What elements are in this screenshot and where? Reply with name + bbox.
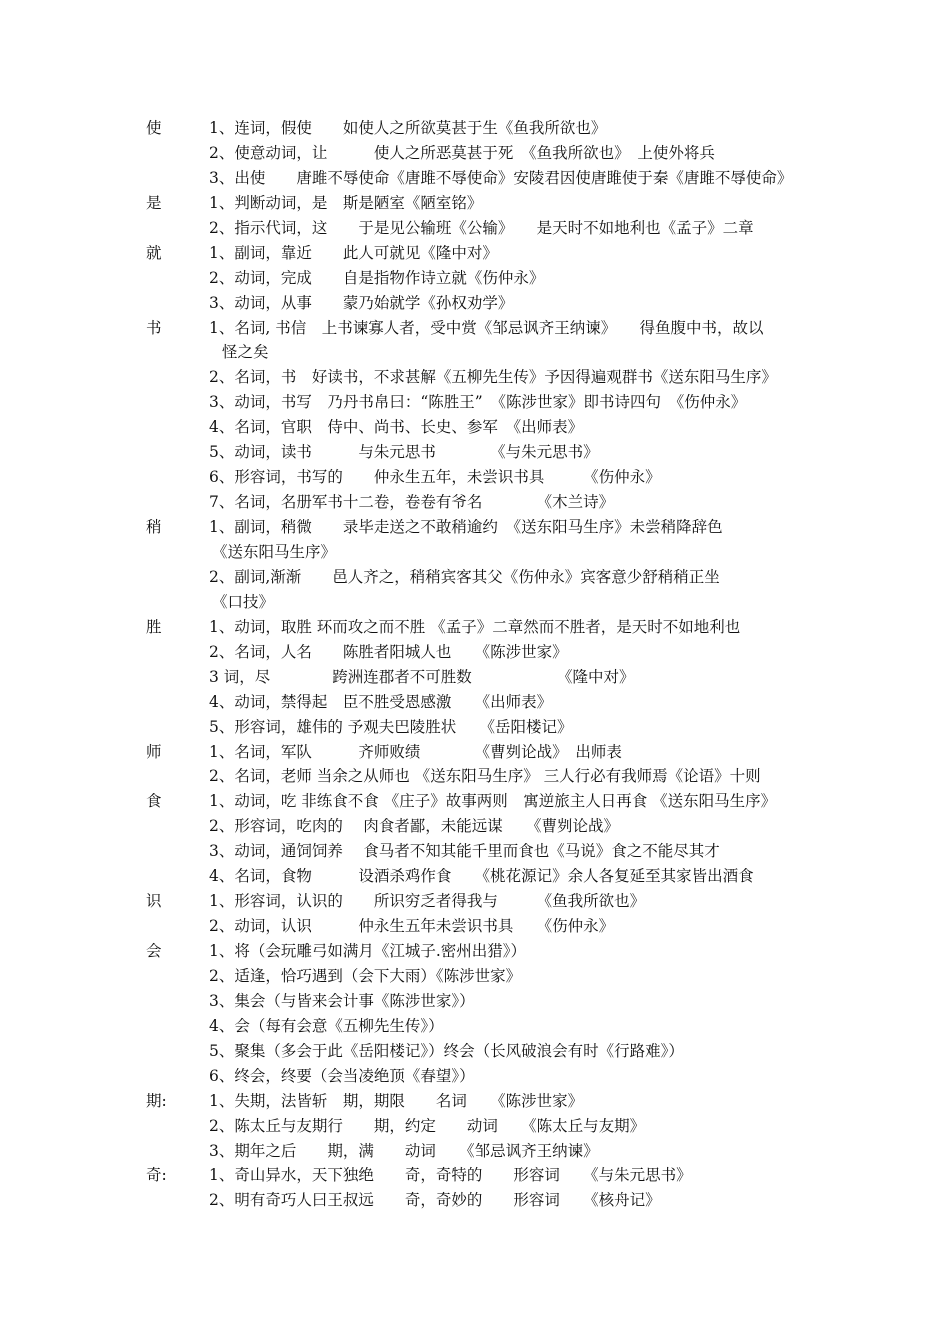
entry-sense-text: 2、陈太丘与友期行 期，约定 动词 《陈太丘与友期》	[209, 1116, 646, 1135]
entry-line	[0, 266, 950, 291]
entry-headword: 胜	[146, 617, 162, 636]
entry-sense-text: 1、奇山异水，天下独绝 奇，奇特的 形容词 《与朱元思书》	[209, 1166, 692, 1185]
entry-sense-text: 2、明有奇巧人曰王叔远 奇，奇妙的 形容词 《核舟记》	[209, 1191, 661, 1210]
entry-sense-text: 1、名词，军队 齐师败绩 《曹刿论战》 出师表	[209, 742, 622, 761]
entry-sense-text: 3、动词，书写 乃丹书帛曰：“陈胜王” 《陈涉世家》即书诗四句 《伤仲永》	[209, 393, 747, 412]
entry-sense-text: 2、使意动词，让 使人之所恶莫甚于死 《鱼我所欲也》 上使外将兵	[209, 143, 715, 162]
entry-sense-text: 3、出使 唐雎不辱使命《唐雎不辱使命》安陵君因使唐雎使于秦《唐雎不辱使命》	[209, 168, 793, 187]
entry-sense-text: 1、将（会玩雕弓如满月《江城子.密州出猎》）	[209, 942, 527, 961]
entry-line	[0, 1064, 950, 1089]
entry-line	[0, 1014, 950, 1039]
entry-sense-text: 1、副词，靠近 此人可就见《隆中对》	[209, 243, 498, 262]
entry-sense-text: 6、终会，终要（会当凌绝顶《春望》）	[209, 1066, 475, 1085]
entry-headword: 识	[146, 892, 162, 911]
entry-sense-text: 3、动词，通饲饲养 食马者不知其能千里而食也《马说》食之不能尽其才	[209, 842, 720, 861]
entry-sense-text: 2、形容词，吃肉的 肉食者鄙，未能远谋 《曹刿论战》	[209, 817, 620, 836]
entry-line	[0, 316, 950, 341]
entry-line	[0, 241, 950, 266]
entry-sense-text: 1、失期，法皆斩 期，期限 名词 《陈涉世家》	[209, 1091, 584, 1110]
entry-sense-text: 2、副词,渐渐 邑人齐之，稍稍宾客其父《伤仲永》宾客意少舒稍稍正坐	[209, 567, 720, 586]
entry-sense-text: 2、指示代词，这 于是见公输班《公输》 是天时不如地利也《孟子》二章	[209, 218, 754, 237]
entry-sense-text: 3、期年之后 期，满 动词 《邹忌讽齐王纳谏》	[209, 1141, 599, 1160]
entry-line	[0, 390, 950, 415]
entry-line	[0, 490, 950, 515]
entry-sense-text: 4、会（每有会意《五柳先生传》）	[209, 1016, 444, 1035]
entry-sense-text: 《口技》	[212, 592, 275, 611]
entry-line	[0, 515, 950, 540]
entry-headword: 食	[146, 792, 162, 811]
entry-line	[0, 540, 950, 565]
entry-line	[0, 1114, 950, 1139]
entry-headword: 师	[146, 742, 162, 761]
entry-line	[0, 291, 950, 316]
entry-sense-text: 2、名词，老师 当余之从师也 《送东阳马生序》 三人行必有我师焉《论语》十则	[209, 767, 761, 786]
entry-line	[0, 415, 950, 440]
entry-line	[0, 116, 950, 141]
entry-headword: 期:	[146, 1091, 167, 1110]
entry-sense-text: 1、副词，稍微 录毕走送之不敢稍逾约 《送东阳马生序》未尝稍降辞色	[209, 518, 723, 537]
entry-line	[0, 964, 950, 989]
entry-line	[0, 914, 950, 939]
entry-line	[0, 764, 950, 789]
entry-sense-text: 1、动词，吃 非练食不食 《庄子》故事两则 寓逆旅主人日再食 《送东阳马生序》	[209, 792, 777, 811]
entry-headword: 稍	[146, 518, 162, 537]
entry-line	[0, 191, 950, 216]
entry-line	[0, 1139, 950, 1164]
entry-sense-text: 4、动词，禁得起 臣不胜受恩感激 《出师表》	[209, 692, 553, 711]
entry-line	[0, 166, 950, 191]
entry-line	[0, 1039, 950, 1064]
entry-sense-text: 2、动词，完成 自是指物作诗立就《伤仲永》	[209, 268, 545, 287]
entry-sense-text: 2、适逢，恰巧遇到（会下大雨）《陈涉世家》	[209, 966, 522, 985]
entry-line	[0, 440, 950, 465]
entry-sense-text: 4、名词，食物 设酒杀鸡作食 《桃花源记》余人各复延至其家皆出酒食	[209, 867, 754, 886]
entry-line	[0, 141, 950, 166]
entry-sense-text: 5、动词，读书 与朱元思书 《与朱元思书》	[209, 443, 599, 462]
entry-sense-text: 5、聚集（多会于此《岳阳楼记》）终会（长风破浪会有时《行路难》）	[209, 1041, 684, 1060]
entry-sense-text: 2、名词，书 好读书，不求甚解《五柳先生传》予因得遍观群书《送东阳马生序》	[209, 368, 777, 387]
entry-sense-text: 3、动词，从事 蒙乃始就学《孙权劝学》	[209, 293, 514, 312]
entry-line	[0, 665, 950, 690]
entry-headword: 奇:	[146, 1166, 167, 1185]
entry-sense-text: 3 词，尽 跨洲连郡者不可胜数 《隆中对》	[209, 667, 635, 686]
entry-sense-text: 7、名词，名册军书十二卷，卷卷有爷名 《木兰诗》	[209, 493, 615, 512]
entry-line	[0, 216, 950, 241]
entry-sense-text: 2、动词，认识 仲永生五年未尝识书具 《伤仲永》	[209, 917, 615, 936]
entry-line	[0, 839, 950, 864]
entry-headword: 书	[146, 318, 162, 337]
entry-line	[0, 590, 950, 615]
entry-line	[0, 690, 950, 715]
entry-sense-text: 6、形容词，书写的 仲永生五年，未尝识书具 《伤仲永》	[209, 468, 661, 487]
entry-line	[0, 889, 950, 914]
entry-headword: 就	[146, 243, 162, 262]
entry-line	[0, 789, 950, 814]
entry-line	[0, 864, 950, 889]
entry-headword: 使	[146, 119, 162, 137]
entry-sense-text: 《送东阳马生序》	[212, 542, 337, 561]
entry-line	[0, 814, 950, 839]
entry-line	[0, 465, 950, 490]
entry-headword: 会	[146, 942, 162, 961]
entry-headword: 是	[146, 193, 162, 212]
entry-sense-text: 1、形容词，认识的 所识穷乏者得我与 《鱼我所欲也》	[209, 892, 646, 911]
entry-sense-text: 4、名词，官职 侍中、尚书、长史、参军 《出师表》	[209, 418, 584, 437]
entry-sense-text: 1、名词, 书信 上书谏寡人者，受中赏《邹忌讽齐王纳谏》 得鱼腹中书，故以	[209, 318, 764, 337]
entry-sense-text: 怪之矣	[222, 343, 269, 362]
entry-sense-text: 1、连词，假使 如使人之所欲莫甚于生《鱼我所欲也》	[209, 119, 607, 137]
entry-sense-text: 1、动词，取胜 环而攻之而不胜 《孟子》二章然而不胜者，是天时不如地利也	[209, 617, 741, 636]
entry-line	[0, 640, 950, 665]
entry-line	[0, 340, 950, 365]
entry-line	[0, 989, 950, 1014]
entry-line	[0, 1089, 950, 1114]
entry-line	[0, 939, 950, 964]
entry-line	[0, 740, 950, 765]
entry-sense-text: 3、集会（与皆来会计事《陈涉世家》）	[209, 991, 475, 1010]
entry-sense-text: 2、名词，人名 陈胜者阳城人也 《陈涉世家》	[209, 642, 568, 661]
entry-line	[0, 565, 950, 590]
entry-line	[0, 1163, 950, 1188]
entry-sense-text: 5、形容词，雄伟的 予观夫巴陵胜状 《岳阳楼记》	[209, 717, 573, 736]
entry-line	[0, 365, 950, 390]
entry-line	[0, 615, 950, 640]
entry-line	[0, 1188, 950, 1213]
entry-sense-text: 1、判断动词，是 斯是陋室《陋室铭》	[209, 193, 483, 212]
entry-line	[0, 715, 950, 740]
